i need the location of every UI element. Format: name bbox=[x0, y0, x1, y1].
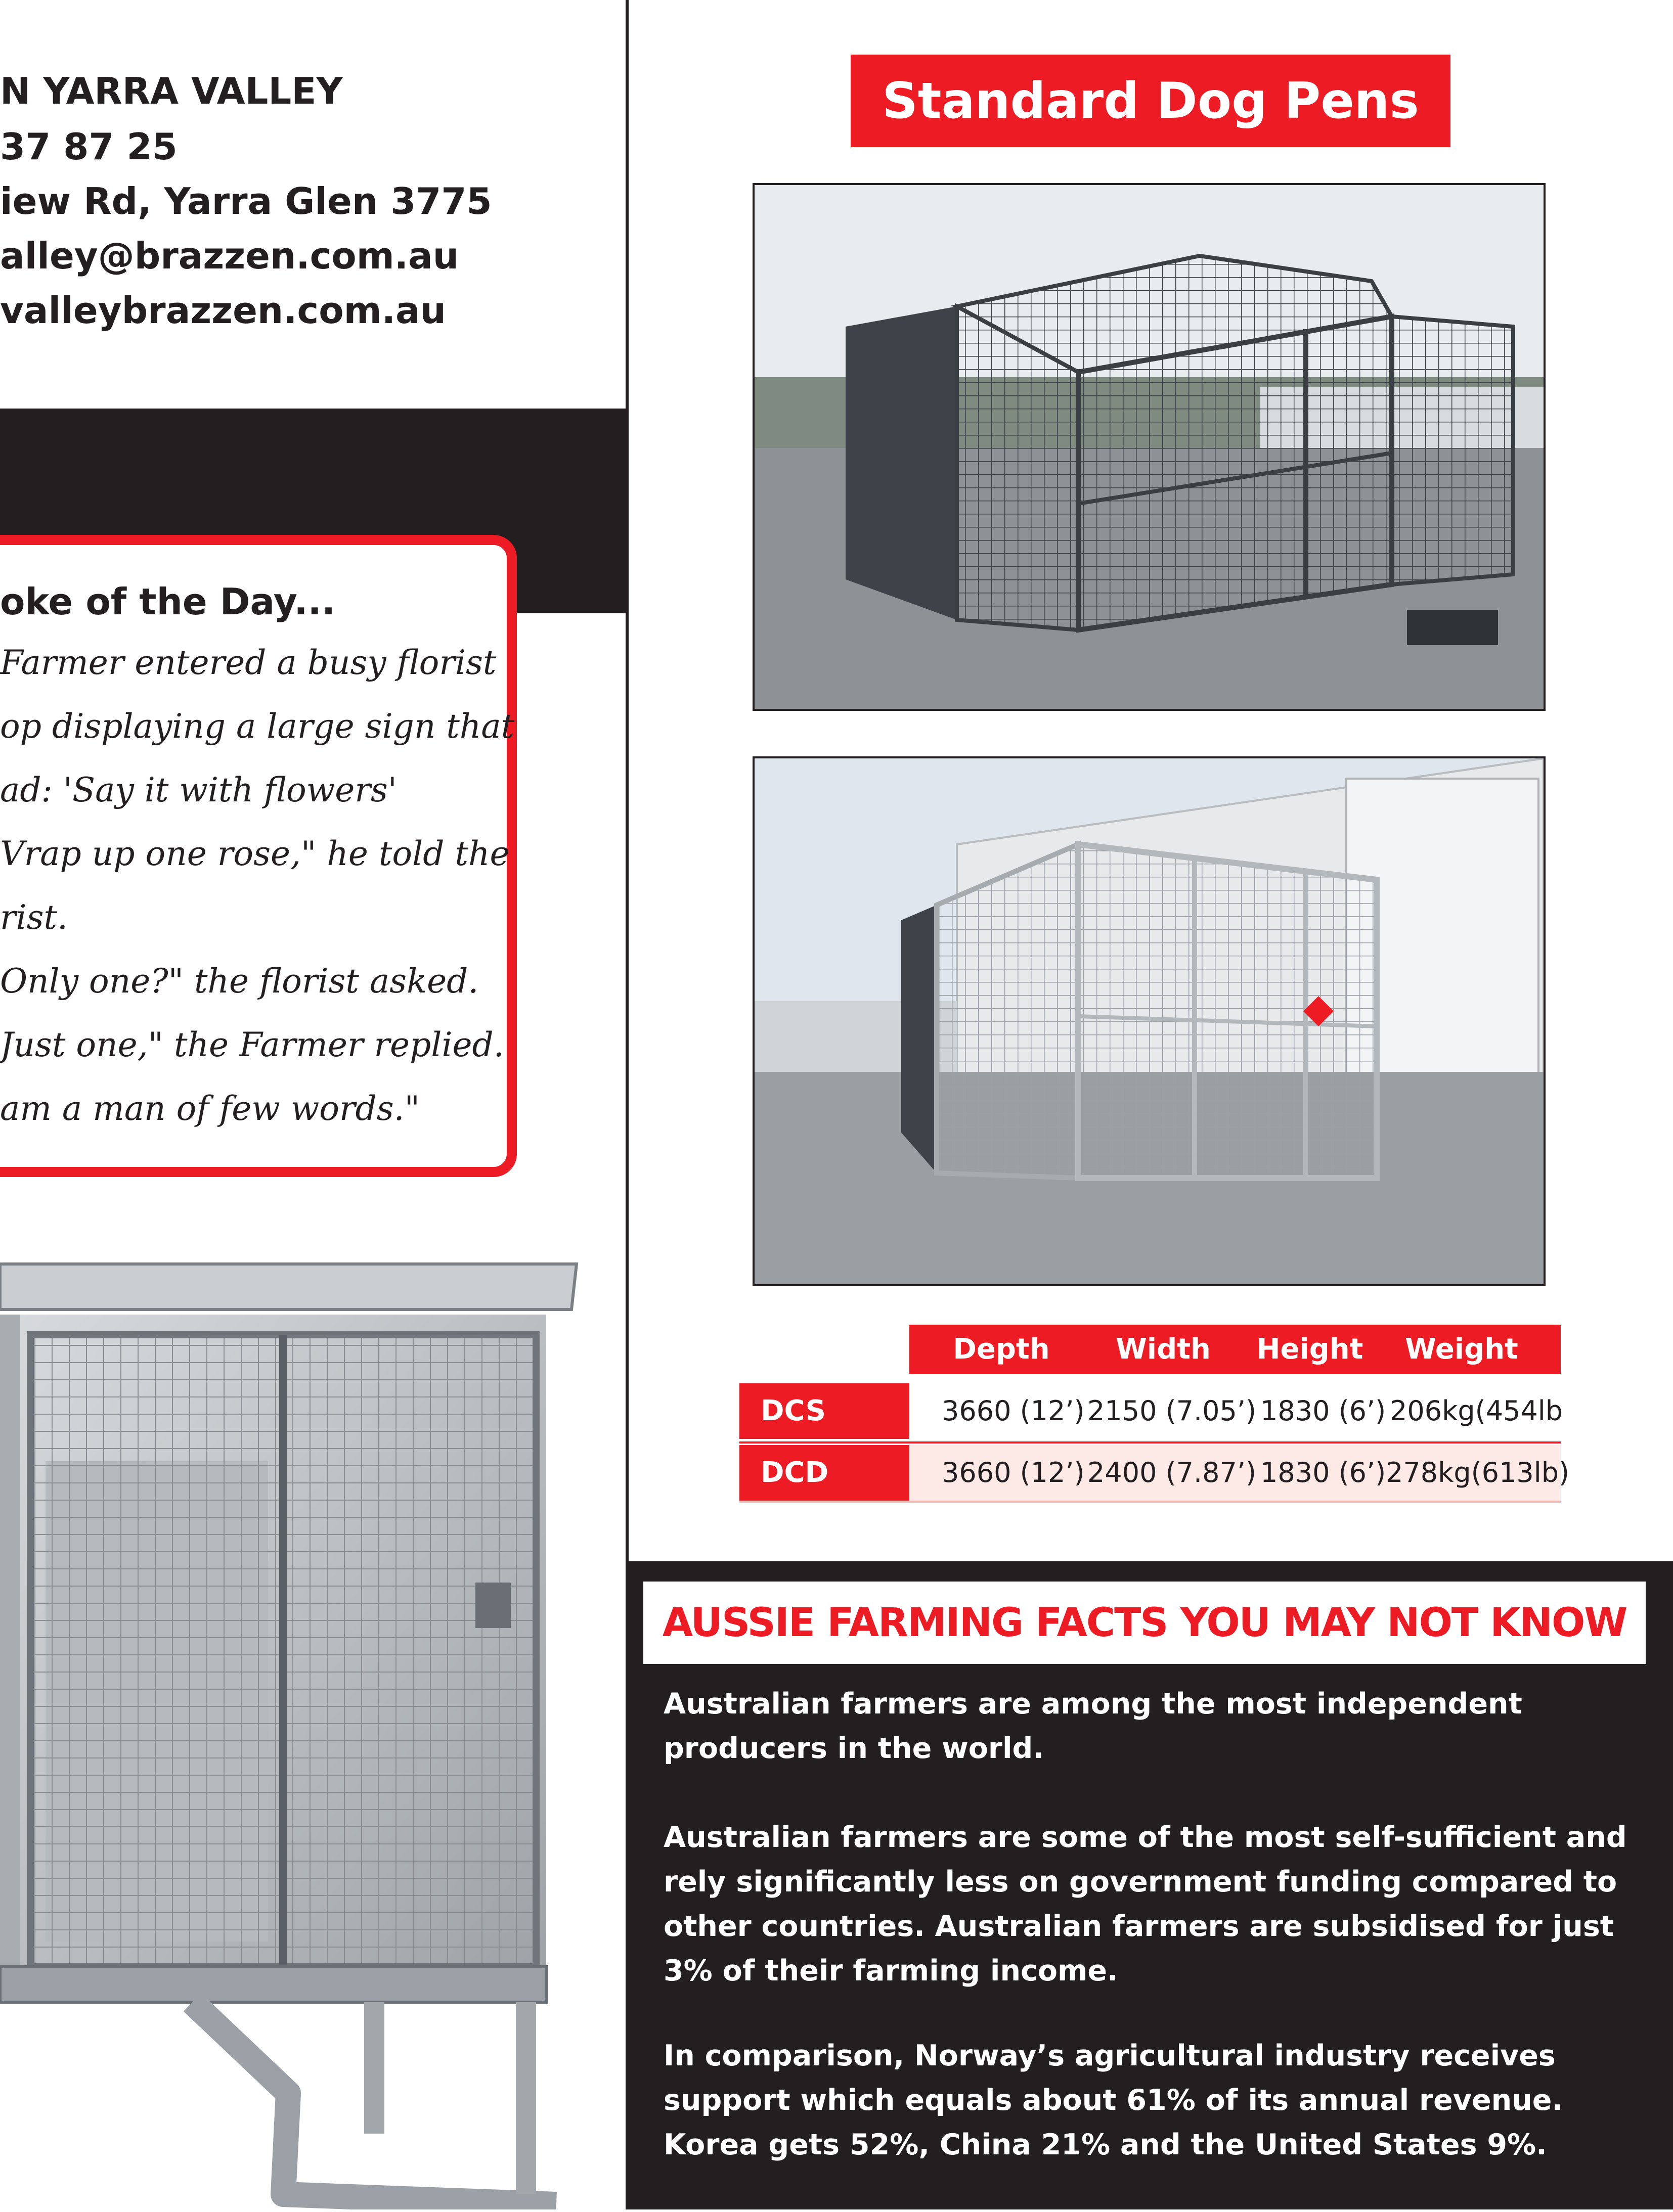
joke-line: Just one," the Farmer replied. bbox=[0, 1025, 504, 1064]
specs-cell-depth: 3660 (12’) bbox=[942, 1457, 1085, 1488]
joke-line: ad: 'Say it with flowers' bbox=[0, 771, 397, 809]
specs-cell-weight: 278kg(613lb) bbox=[1386, 1457, 1570, 1488]
specs-cell-width: 2400 (7.87’) bbox=[1087, 1457, 1257, 1488]
specs-header-height: Height bbox=[1256, 1333, 1363, 1366]
product-title: Standard Dog Pens bbox=[851, 55, 1450, 147]
joke-line: Vrap up one rose," he told the bbox=[0, 834, 510, 873]
joke-line: op displaying a large sign that bbox=[0, 707, 515, 746]
table-bottom-line bbox=[739, 1501, 1561, 1503]
joke-line: Only one?" the florist asked. bbox=[0, 962, 479, 1001]
specs-model-dcs: DCS bbox=[739, 1383, 909, 1439]
specs-cell-depth: 3660 (12’) bbox=[942, 1395, 1085, 1427]
facts-title: AUSSIE FARMING FACTS YOU MAY NOT KNOW bbox=[643, 1582, 1646, 1664]
fact-paragraph: Australian farmers are some of the most self-sufficient and rely significantly less on government funding compared to other countries. Australian farmers are subsidised for just 3% of their farming income. bbox=[664, 1821, 1627, 1988]
contact-phone: 37 87 25 bbox=[0, 125, 178, 168]
specs-cell-height: 1830 (6’) bbox=[1260, 1457, 1386, 1488]
table-divider bbox=[739, 1441, 1561, 1443]
specs-header-width: Width bbox=[1116, 1333, 1211, 1366]
contact-name: N YARRA VALLEY bbox=[0, 70, 343, 112]
kennel-photo bbox=[0, 1259, 582, 2209]
specs-cell-height: 1830 (6’) bbox=[1260, 1395, 1386, 1427]
joke-line: rist. bbox=[0, 898, 68, 937]
contact-website[interactable]: valleybrazzen.com.au bbox=[0, 289, 446, 332]
specs-cell-width: 2150 (7.05’) bbox=[1087, 1395, 1257, 1427]
fact-paragraph: In comparison, Norway’s agricultural industry receives support which equals about 61% of its annual revenue. Korea gets 52%, China 21% and the United States 9%. bbox=[664, 2039, 1563, 2161]
specs-header-depth: Depth bbox=[953, 1333, 1050, 1366]
specs-header-weight: Weight bbox=[1405, 1333, 1518, 1366]
specs-cell-weight: 206kg(454lb bbox=[1390, 1395, 1563, 1427]
joke-line: am a man of few words." bbox=[0, 1089, 420, 1128]
joke-line: Farmer entered a busy florist bbox=[0, 643, 497, 682]
contact-email[interactable]: alley@brazzen.com.au bbox=[0, 235, 459, 277]
dog-pen-photo-2 bbox=[753, 756, 1546, 1286]
joke-title: oke of the Day... bbox=[0, 580, 336, 623]
fact-paragraph: Australian farmers are among the most independent producers in the world. bbox=[664, 1687, 1522, 1765]
dog-pen-photo-1 bbox=[753, 183, 1546, 711]
contact-address: iew Rd, Yarra Glen 3775 bbox=[0, 180, 492, 222]
specs-model-dcd: DCD bbox=[739, 1445, 909, 1501]
